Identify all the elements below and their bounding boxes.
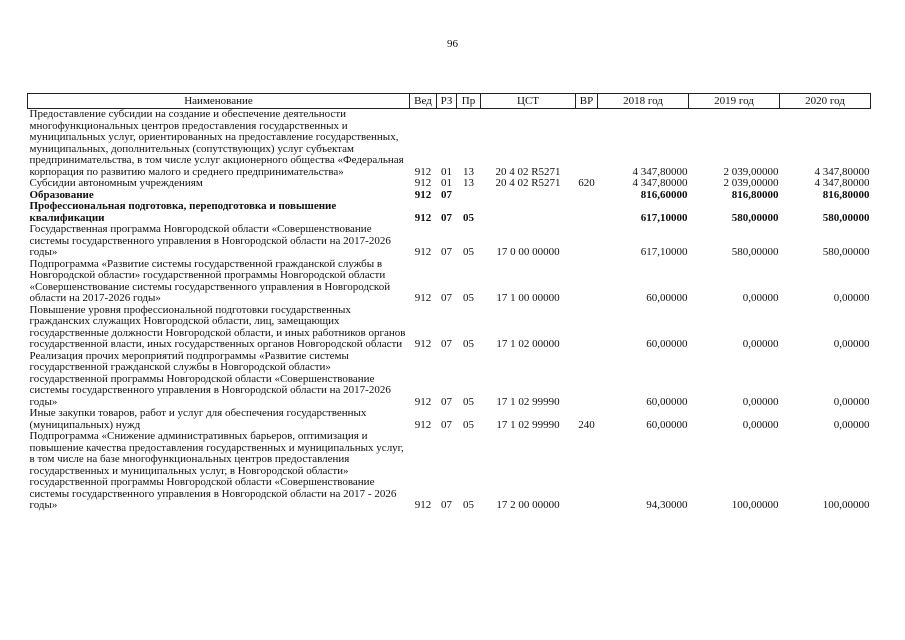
row-vr-cell [576,431,598,512]
row-name-cell: Реализация прочих мероприятий подпрограммы «Развитие системы государственной гражданской службы в Новгородской области» государственной программы Новгородской области «Совершенствование системы государственного управления в Новгородской области на 2017-2026 годы» [29,349,391,408]
row-2019-cell: 2 039,00000 [723,165,779,178]
row-pr-cell: 05 [463,418,474,431]
row-2019-cell: 2 039,00000 [723,177,779,189]
header-rz: РЗ [437,94,457,109]
row-vr-cell [576,201,598,224]
row-rz-cell: 07 [441,418,452,431]
table-row [28,109,871,179]
row-ved-cell: 912 [414,211,432,224]
row-cst-cell: 17 1 02 00000 [496,338,560,350]
row-2020-cell: 816,80000 [822,188,870,201]
row-cst-cell: 17 1 02 99990 [496,418,560,431]
row-pr-cell [457,190,481,202]
row-pr-cell: 05 [463,246,474,258]
row-name-cell: Предоставление субсидии на создание и обеспечение деятельности многофункциональных центров предоставления государственных и муниципальных услуг, ориентированных на предоставление государственных, муниципальных, дополнительных (сопутствующих) услуг субъектам предпринимательства, в том числе услуг акционерного общества «Федеральная корпорация по развитию малого и среднего предпринимательства» [29,108,404,178]
row-name-cell: Субсидии автономным учреждениям [29,177,203,189]
row-vr-cell [576,224,598,259]
row-ved-cell: 912 [414,499,432,511]
row-rz-cell: 07 [441,246,452,258]
row-name-cell: Иные закупки товаров, работ и услуг для обеспечения государственных (муниципальных) нужд [29,407,367,431]
row-cst-cell: 17 1 02 99990 [496,395,560,408]
row-ved-cell: 912 [414,188,432,201]
row-2019-cell: 816,80000 [731,188,779,201]
row-cst-cell: 17 0 00 00000 [496,246,560,258]
row-2020-cell: 0,00000 [833,292,870,304]
header-name: Наименование [28,94,410,109]
table-row [28,305,871,351]
header-cst: ЦСТ [481,94,576,109]
row-pr-cell: 05 [463,338,474,350]
row-vr-cell [576,305,598,351]
row-name-cell: Образование [29,188,94,201]
header-ved: Вед [410,94,437,109]
row-2019-cell: 100,00000 [731,499,779,511]
row-2018-cell: 60,00000 [646,338,688,350]
row-rz-cell: 01 [441,165,452,178]
row-vr-cell [576,190,598,202]
row-2018-cell: 60,00000 [646,292,688,304]
row-pr-cell: 13 [463,165,474,178]
row-rz-cell: 07 [441,211,452,224]
row-rz-cell: 07 [441,395,452,408]
row-ved-cell: 912 [414,246,432,258]
row-rz-cell: 07 [441,499,452,511]
row-ved-cell: 912 [414,292,432,304]
row-2020-cell: 4 347,80000 [814,165,870,178]
row-vr-cell [576,259,598,305]
row-2018-cell: 617,10000 [640,211,688,224]
row-name-cell: Подпрограмма «Снижение административных барьеров, оптимизация и повышение качества предоставления государственных и муниципальных услуг, в том числе на базе многофункциональных центров предоставления государственных и муниципальных услуг, в Новгородской области» государственной программы Новгородской области «Совершенствование системы государственного управления в Новгородской области на 2017 - 2026 годы» [29,430,404,511]
row-rz-cell: 01 [441,177,452,189]
budget-table [27,93,871,512]
header-pr: Пр [457,94,481,109]
header-2019: 2019 год [689,94,780,109]
row-cst-cell: 20 4 02 R5271 [495,177,561,189]
row-name-cell: Повышение уровня профессиональной подготовки государственных гражданских служащих Новгородской области, лиц, замещающих государственные должности Новгородской области, и иных работников органов государственной власти, иных государственных органов Новгородской области [29,303,406,350]
row-name-cell: Профессиональная подготовка, переподготовка и повышение квалификации [29,200,337,224]
row-pr-cell: 05 [463,292,474,304]
header-2018: 2018 год [598,94,689,109]
row-2019-cell: 0,00000 [742,292,779,304]
row-2020-cell: 580,00000 [822,246,870,258]
table-header-row [28,94,871,109]
row-2020-cell: 4 347,80000 [814,177,870,189]
row-rz-cell: 07 [441,292,452,304]
row-2020-cell: 0,00000 [833,395,870,408]
row-pr-cell: 13 [463,177,474,189]
row-vr-cell: 620 [578,177,595,189]
row-2020-cell: 100,00000 [822,499,870,511]
row-2020-cell: 0,00000 [833,338,870,350]
row-2018-cell: 60,00000 [646,418,688,431]
row-cst-cell [481,201,576,224]
table-row [28,201,871,224]
table-row [28,431,871,512]
row-2018-cell: 60,00000 [646,395,688,408]
row-2019-cell: 0,00000 [742,338,779,350]
row-pr-cell: 05 [463,499,474,511]
row-ved-cell: 912 [414,395,432,408]
row-cst-cell: 20 4 02 R5271 [495,165,561,178]
header-2020: 2020 год [780,94,871,109]
row-pr-cell: 05 [463,211,474,224]
row-2018-cell: 4 347,80000 [632,165,688,178]
row-2020-cell: 580,00000 [822,211,870,224]
row-ved-cell: 912 [414,165,432,178]
row-ved-cell: 912 [414,418,432,431]
table-row [28,351,871,409]
row-pr-cell: 05 [463,395,474,408]
table-row [28,259,871,305]
row-cst-cell: 17 1 00 00000 [496,292,560,304]
header-vr: ВР [576,94,598,109]
row-2018-cell: 94,30000 [646,499,688,511]
row-rz-cell: 07 [441,338,452,350]
row-2018-cell: 617,10000 [640,246,688,258]
table-row [28,224,871,259]
row-2020-cell: 0,00000 [833,418,870,431]
page-number: 96 [447,38,458,50]
row-2019-cell: 580,00000 [731,211,779,224]
row-2018-cell: 4 347,80000 [632,177,688,189]
row-vr-cell: 240 [578,418,595,431]
table-row [28,178,871,190]
row-2018-cell: 816,60000 [640,188,688,201]
table-body [28,109,871,512]
row-rz-cell: 07 [441,188,452,201]
row-name-cell: Подпрограмма «Развитие системы государственной гражданской службы в Новгородской области» государственной программы Новгородской области «Совершенствование системы государственного управления в Новгородской области на 2017-2026 годы» [29,257,391,304]
row-name-cell: Государственная программа Новгородской области «Совершенствование системы государственного управления в Новгородской области на 2017-2026 годы» [29,223,391,258]
row-vr-cell [576,109,598,179]
row-2019-cell: 0,00000 [742,418,779,431]
table-row [28,408,871,431]
row-cst-cell [481,190,576,202]
row-ved-cell: 912 [414,338,432,350]
row-ved-cell: 912 [414,177,432,189]
row-2019-cell: 580,00000 [731,246,779,258]
row-cst-cell: 17 2 00 00000 [496,499,560,511]
row-2019-cell: 0,00000 [742,395,779,408]
row-vr-cell [576,351,598,409]
